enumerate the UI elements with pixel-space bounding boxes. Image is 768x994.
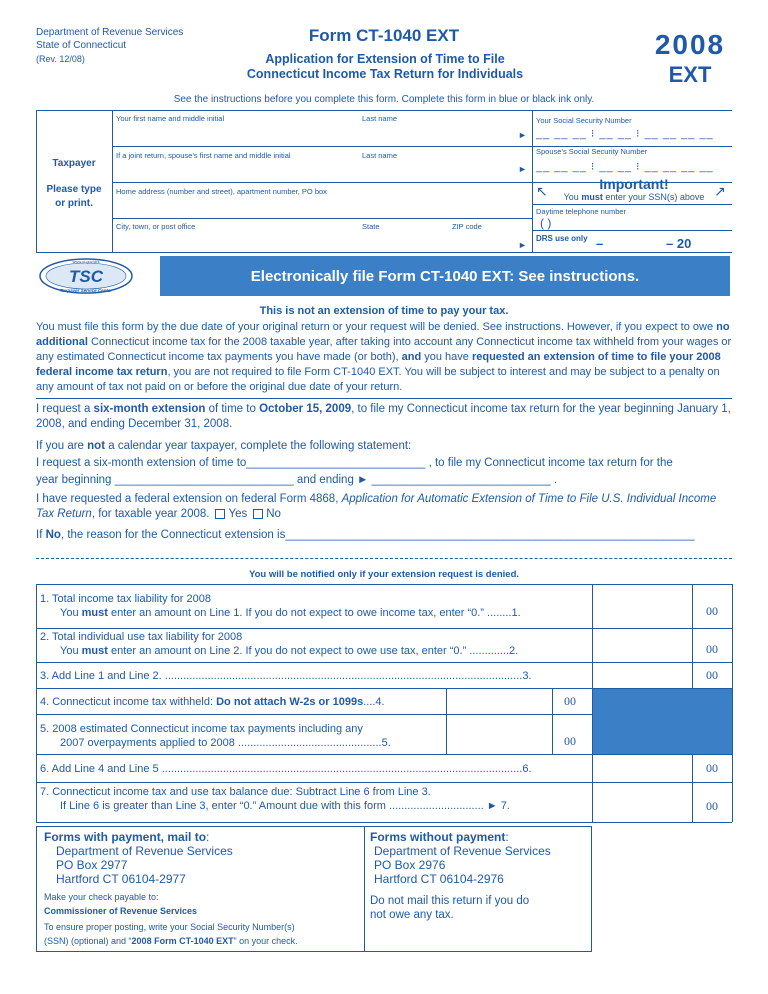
logo-abbr: TSC: [69, 267, 103, 286]
rule: [364, 826, 365, 952]
rule: [36, 584, 37, 822]
p3-a: If you are: [36, 440, 88, 452]
yes-label: Yes: [228, 508, 248, 520]
p1-a: You must file this form by the due date of your original return or your request will be denied. See instructions. However, if you expect to owe: [36, 321, 717, 333]
no-checkbox[interactable]: [253, 509, 263, 519]
ssn-input[interactable]: __ __ __ ⁝ __ __ ⁝ __ __ __ __: [536, 128, 714, 140]
rule: [36, 110, 37, 252]
not-extension-notice: This is not an extension of time to pay your tax.: [259, 305, 509, 317]
p5-b: No: [45, 529, 61, 541]
revision-date: (Rev. 12/08): [36, 54, 85, 64]
p3-b: not: [87, 440, 106, 452]
line-1-label: [40, 592, 521, 620]
form-title: Form CT-1040 EXT: [308, 26, 460, 45]
mail-with-payment: [44, 830, 298, 948]
reason-blank-line[interactable]: [36, 558, 732, 560]
mail-with-addr1: Department of Revenue Services: [56, 844, 233, 858]
logo-tagline: Taxpayer Service Center: [59, 288, 113, 293]
city-field[interactable]: City, town, or post office: [116, 222, 196, 231]
spouse-last-name-field[interactable]: Last name: [362, 151, 398, 160]
important-notice: Important!: [599, 176, 669, 192]
reason-line[interactable]: [36, 528, 732, 543]
taxpayer-side-label: Taxpayer: [52, 158, 96, 169]
extension-request: [36, 402, 732, 432]
zip-field[interactable]: ZIP code: [452, 222, 482, 231]
p2-b: six-month extension: [93, 403, 206, 415]
rule: [446, 688, 447, 754]
line-4-a: 4. Connecticut income tax withheld:: [40, 696, 217, 708]
arrow-icon: ►: [518, 164, 527, 174]
line-5-label: [40, 722, 391, 750]
p1-c: Connecticut income tax for the 2008 taxable year, after taking into account any Connecticut income tax withheld from your wages or any estimated Connecticut income tax payments you have made (or both),: [36, 336, 732, 363]
mail-without-title: [370, 830, 551, 844]
fiscal-line-1: [36, 438, 732, 455]
phone-label: Daytime telephone number: [536, 207, 627, 216]
line-1-a: You: [60, 607, 82, 619]
no-label: No: [266, 508, 281, 520]
rule: [112, 110, 113, 252]
line-5-cents[interactable]: 00: [564, 734, 576, 748]
filing-instructions: [36, 320, 732, 395]
form-subtitle: [180, 52, 590, 82]
mail-with-title-text: Forms with payment, mail to: [44, 830, 207, 844]
ssn-label: Your Social Security Number: [536, 116, 632, 125]
no-tax-note-2: not owe any tax.: [370, 909, 454, 921]
payee: Commissioner of Revenue Services: [44, 906, 198, 916]
tax-year: 2008: [654, 29, 726, 60]
p2-a: I request a: [36, 403, 94, 415]
p4-c: , for taxable year 2008.: [91, 508, 210, 520]
line-2-cents[interactable]: 00: [706, 642, 718, 656]
p5-c: , the reason for the Connecticut extension is________________________________________________________________: [60, 529, 695, 541]
p2-e: , to file my Connecticut income tax return for the year beginning January 1, 2008, and ending December 31, 2008.: [36, 403, 731, 430]
address-field[interactable]: Home address (number and street), apartment number, PO box: [116, 187, 327, 196]
arrow-up-right-icon: ↗: [714, 183, 726, 199]
mail-without-payment: [370, 830, 551, 922]
rule: [552, 688, 553, 754]
rule: [36, 714, 592, 715]
please-type-label: Please type: [46, 184, 102, 195]
notify-notice: You will be notified only if your extension request is denied.: [248, 569, 520, 580]
fiscal-line-2[interactable]: I request a six-month extension of time to____________________________ , to file my Connecticut income tax return for the: [36, 457, 673, 469]
line-7-desc: If Line 6 is greater than Line 3, enter “0.” Amount due with this form ............................... ► 7.: [60, 800, 510, 812]
p1-f: requested an extension of time to file your 2008 federal income tax return: [36, 351, 721, 378]
line-2-label: [40, 630, 518, 658]
important-post: enter your SSN(s) above: [602, 192, 705, 202]
p1-e: you have: [421, 351, 472, 363]
line-4-c: ....4.: [363, 696, 385, 708]
logo-url: www.ct.gov/drs: [72, 259, 100, 264]
drs-dash: –: [596, 236, 604, 251]
p3-c: a calendar year taxpayer, complete the following statement:: [105, 440, 412, 452]
rule: [692, 754, 693, 822]
subtitle-line-1: Application for Extension of Time to File: [265, 52, 505, 66]
line-7-title: 7. Connecticut income tax and use tax balance due: Subtract Line 6 from Line 3.: [40, 786, 431, 798]
line-1-b: must: [81, 607, 108, 619]
drs-year: – 20: [666, 236, 692, 251]
mail-with-colon: :: [206, 830, 210, 844]
form-instructions: See the instructions before you complete this form. Complete this form in blue or black ink only.: [173, 94, 595, 105]
first-name-field[interactable]: Your first name and middle initial: [116, 114, 225, 123]
rule: [36, 822, 732, 823]
arrow-up-left-icon: ↖: [536, 183, 548, 199]
fiscal-line-3[interactable]: year beginning ____________________________ and ending ► ____________________________ .: [36, 474, 558, 486]
federal-extension-statement: [36, 492, 732, 522]
e-file-banner: Electronically file Form CT-1040 EXT: See instructions.: [160, 256, 730, 296]
important-pre: You: [563, 192, 582, 202]
payable-to: Make your check payable to:: [44, 892, 159, 902]
arrow-icon: ►: [518, 240, 527, 250]
rule: [36, 110, 732, 111]
no-tax-note-1: Do not mail this return if you do: [370, 895, 530, 907]
mail-without-addr3: Hartford CT 06104-2976: [374, 872, 504, 886]
p1-g: , you are not required to file Form CT-1040 EXT. You will be subject to interest and may be subject to a penalty on any amount of tax not paid on or before the original due date of your return.: [36, 366, 720, 393]
line-1-cents[interactable]: 00: [706, 604, 718, 618]
p5-a: If: [36, 529, 46, 541]
rule: [36, 584, 732, 585]
state-field[interactable]: State: [362, 222, 380, 231]
mail-with-addr3: Hartford CT 06104-2977: [56, 872, 186, 886]
fiscal-year-statement: [36, 438, 732, 489]
dept-line-1: Department of Revenue Services: [36, 27, 184, 38]
line-1-c: enter an amount on Line 1. If you do not expect to owe income tax, enter “0.” ........1.: [107, 607, 521, 619]
p4-b: Application for Automatic Extension of Time to File U.S. Individual Income Tax Return: [36, 493, 717, 520]
post2-a: (SSN) (optional) and “: [44, 936, 132, 946]
spouse-name-field[interactable]: If a joint return, spouse’s first name and middle initial: [116, 151, 291, 160]
rule: [36, 782, 732, 783]
spouse-ssn-input[interactable]: __ __ __ ⁝ __ __ ⁝ __ __ __ __: [536, 161, 714, 173]
line-2-title: 2. Total individual use tax liability for 2008: [40, 631, 243, 643]
rule: [36, 628, 732, 629]
posting-note-1: To ensure proper posting, write your Social Security Number(s): [44, 922, 295, 932]
rule: [732, 584, 733, 822]
shaded-area: [593, 689, 732, 754]
rule: [532, 204, 732, 205]
line-4-b: Do not attach W-2s or 1099s: [216, 696, 364, 708]
important-subtext: [536, 192, 732, 202]
rule: [692, 584, 693, 688]
line-4-cents[interactable]: 00: [564, 694, 576, 708]
line-4-label: [40, 695, 385, 709]
or-print-label: or print.: [55, 198, 93, 209]
line-5-desc: 2007 overpayments applied to 2008 ...............................................5.: [60, 737, 391, 749]
line-5-title: 5. 2008 estimated Connecticut income tax payments including any: [40, 723, 363, 735]
line-7-label: [40, 785, 510, 813]
post2-b: 2008 Form CT-1040 EXT: [131, 936, 234, 946]
tsc-logo-icon: [36, 256, 136, 296]
spouse-ssn-label: Spouse’s Social Security Number: [536, 147, 648, 156]
dept-line-2: State of Connecticut: [36, 40, 127, 51]
line-1-title: 1. Total income tax liability for 2008: [40, 593, 211, 605]
line-2-desc: [40, 644, 518, 658]
line-1-desc: [40, 606, 521, 620]
tsc-logo: [36, 256, 136, 296]
mail-without-addr2: PO Box 2976: [374, 858, 446, 872]
line-3-label: 3. Add Line 1 and Line 2. .....................................................................................................................3.: [40, 670, 532, 682]
line-2-c: enter an amount on Line 2. If you do not expect to owe use tax, enter “0.” .............2.: [107, 645, 519, 657]
mail-without-title-text: Forms without payment: [370, 830, 506, 844]
p1-d: and: [401, 351, 422, 363]
line-2-a: You: [60, 645, 82, 657]
rule: [112, 218, 532, 219]
line-6-label: 6. Add Line 4 and Line 5 ......................................................................................................................6.: [40, 763, 532, 775]
rule: [532, 230, 732, 231]
last-name-field[interactable]: Last name: [362, 114, 398, 123]
line-3-cents[interactable]: 00: [706, 668, 718, 682]
subtitle-line-2: Connecticut Income Tax Return for Individuals: [246, 67, 524, 81]
mail-without-colon: :: [505, 830, 509, 844]
mail-with-title: [44, 830, 298, 844]
posting-note-2: [44, 934, 298, 948]
important-bold: must: [581, 192, 603, 202]
ext-label: EXT: [668, 62, 712, 87]
rule: [36, 754, 732, 755]
phone-input[interactable]: ( ): [540, 216, 552, 230]
line-7-cents[interactable]: 00: [706, 799, 718, 813]
mail-with-addr2: PO Box 2977: [56, 858, 128, 872]
rule: [36, 662, 732, 663]
post2-c: ” on your check.: [233, 936, 298, 946]
p1-b: no additional: [36, 321, 730, 348]
yes-checkbox[interactable]: [215, 509, 225, 519]
line-2-b: must: [81, 645, 108, 657]
p2-c: of time to: [205, 403, 260, 415]
line-6-cents[interactable]: 00: [706, 761, 718, 775]
p4-a: I have requested a federal extension on federal Form 4868,: [36, 493, 342, 505]
p2-d: October 15, 2009: [259, 403, 352, 415]
rule: [36, 252, 732, 253]
mail-without-addr1: Department of Revenue Services: [374, 844, 551, 858]
rule: [36, 398, 732, 399]
arrow-icon: ►: [518, 130, 527, 140]
drs-use-label: DRS use only: [536, 234, 588, 243]
